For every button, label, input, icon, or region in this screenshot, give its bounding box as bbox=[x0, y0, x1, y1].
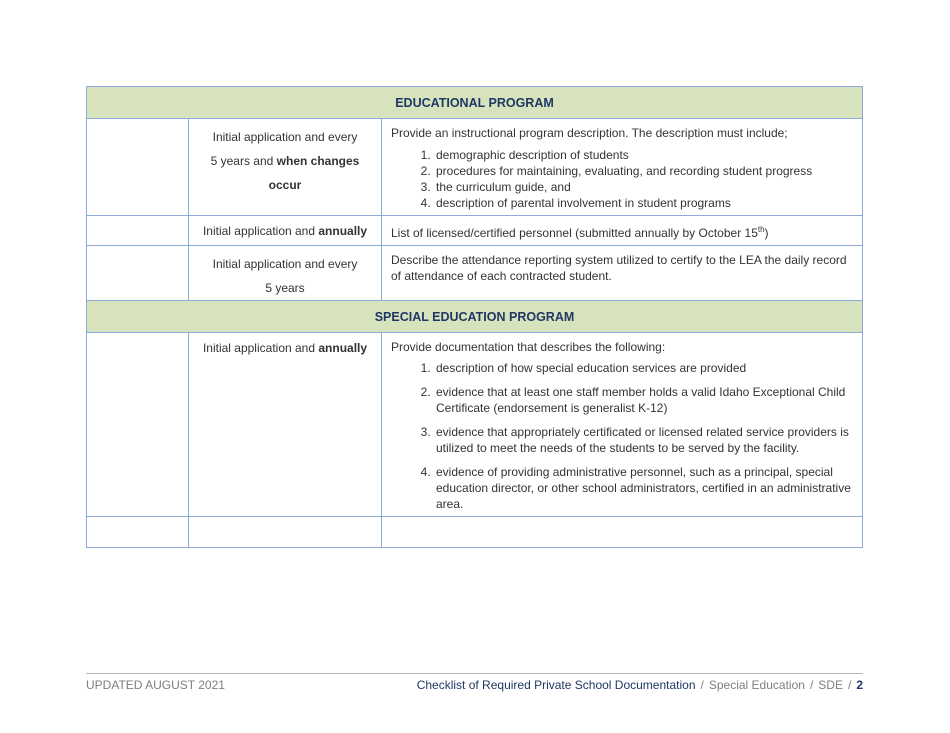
list-item: 3. evidence that appropriately certificated or licensed related service providers is utilized to meet the needs of the students to be served by the facility. bbox=[434, 424, 854, 456]
section-title: EDUCATIONAL PROGRAM bbox=[87, 87, 863, 119]
agency: SDE bbox=[818, 678, 843, 692]
description-cell: Describe the attendance reporting system utilized to certify to the LEA the daily record of attendance of each contracted student. bbox=[382, 246, 863, 301]
document-title: Checklist of Required Private School Documentation bbox=[416, 678, 696, 692]
checkbox-cell[interactable] bbox=[87, 216, 189, 246]
checkbox-cell[interactable] bbox=[87, 246, 189, 301]
table-row bbox=[87, 246, 863, 301]
description-cell: List of licensed/certified personnel (submitted annually by October 15th) bbox=[382, 216, 863, 246]
frequency-cell: Initial application and annually bbox=[189, 333, 382, 517]
list-item: 4. description of parental involvement in student programs bbox=[434, 195, 854, 211]
frequency-line: Initial application and every bbox=[212, 257, 358, 271]
table-row bbox=[87, 517, 863, 548]
description-intro: Provide an instructional program description. The description must include; bbox=[391, 126, 788, 140]
description-cell bbox=[382, 333, 863, 517]
requirement-list bbox=[391, 360, 854, 512]
checkbox-cell[interactable] bbox=[87, 333, 189, 517]
description-intro: Provide documentation that describes the following: bbox=[391, 340, 666, 354]
updated-date: UPDATED AUGUST 2021 bbox=[86, 678, 225, 692]
department: Special Education bbox=[708, 678, 805, 692]
list-item: 1. description of how special education services are provided bbox=[434, 360, 854, 376]
frequency-cell bbox=[189, 517, 382, 548]
frequency-cell bbox=[189, 119, 382, 216]
checkbox-cell[interactable] bbox=[87, 517, 189, 548]
list-item: 3. the curriculum guide, and bbox=[434, 179, 854, 195]
table-row bbox=[87, 333, 863, 517]
page-footer bbox=[86, 673, 863, 692]
table-row bbox=[87, 216, 863, 246]
list-item: 2. evidence that at least one staff member holds a valid Idaho Exceptional Child Certificate (endorsement is generalist K-12) bbox=[434, 384, 854, 416]
section-title: SPECIAL EDUCATION PROGRAM bbox=[87, 301, 863, 333]
frequency-cell bbox=[189, 246, 382, 301]
separator: / bbox=[847, 678, 852, 692]
page-number: 2 bbox=[856, 678, 863, 692]
list-item: 4. evidence of providing administrative personnel, such as a principal, special education director, or other school administrators, certified in an administrative area. bbox=[434, 464, 854, 512]
section-header-educational bbox=[87, 87, 863, 119]
checkbox-cell[interactable] bbox=[87, 119, 189, 216]
requirement-list bbox=[391, 147, 854, 211]
footer-breadcrumb bbox=[417, 678, 863, 692]
description-cell bbox=[382, 517, 863, 548]
section-header-special-education bbox=[87, 301, 863, 333]
frequency-cell: Initial application and annually bbox=[189, 216, 382, 246]
table-row bbox=[87, 119, 863, 216]
description-cell bbox=[382, 119, 863, 216]
frequency-line: 5 years and when changes occur bbox=[210, 154, 360, 192]
list-item: 2. procedures for maintaining, evaluating, and recording student progress bbox=[434, 163, 854, 179]
list-item: 1. demographic description of students bbox=[434, 147, 854, 163]
frequency-line: Initial application and every bbox=[212, 130, 358, 144]
separator: / bbox=[700, 678, 704, 692]
frequency-line: 5 years bbox=[265, 281, 305, 295]
checklist-table bbox=[86, 86, 863, 548]
separator: / bbox=[809, 678, 814, 692]
